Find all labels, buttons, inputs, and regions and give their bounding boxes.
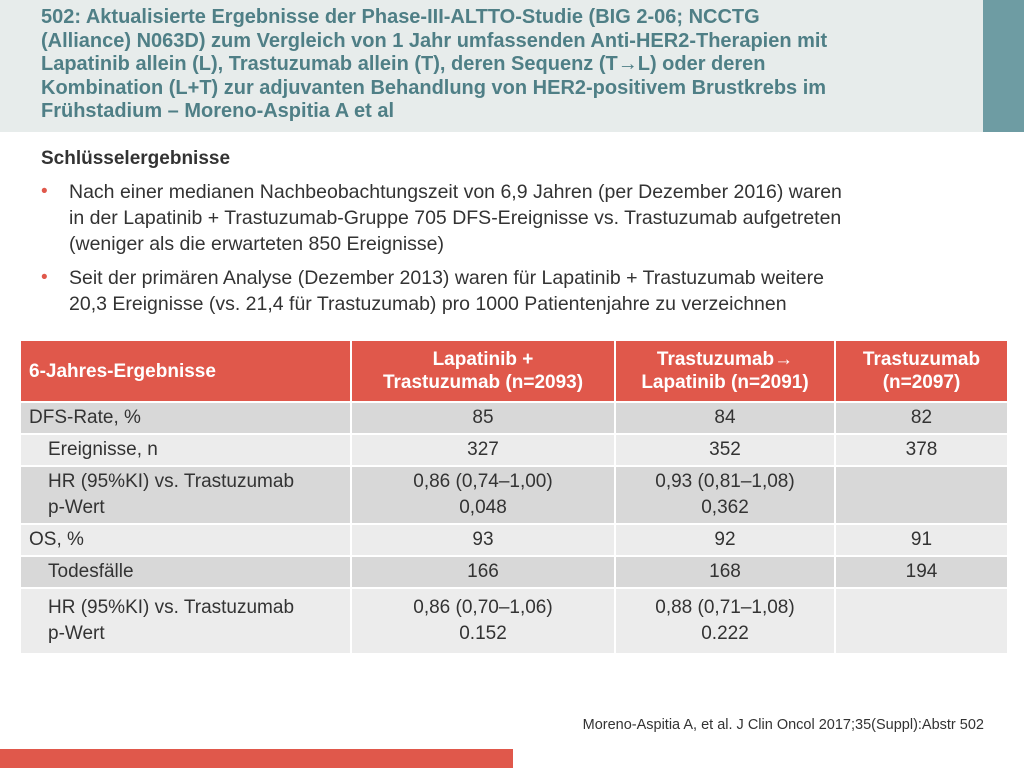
cell-value: 168 <box>709 561 741 582</box>
cell-value: 84 <box>714 407 736 428</box>
table-cell <box>351 402 615 434</box>
row-label-text: HR (95%KI) vs. Trastuzumab <box>48 471 295 492</box>
cell-value: 0,88 (0,71–1,08) <box>655 597 795 618</box>
table-cell <box>835 524 1007 556</box>
row-label-text: HR (95%KI) vs. Trastuzumab <box>48 597 295 618</box>
row-label-text: OS, % <box>29 529 84 550</box>
row-label <box>21 466 351 524</box>
table-row <box>21 556 1007 588</box>
table-cell <box>351 588 615 654</box>
column-header-text: Lapatinib + <box>432 349 534 370</box>
cell-value: 194 <box>905 561 938 582</box>
cell-value: 378 <box>905 439 938 460</box>
table-cell <box>835 434 1007 466</box>
table-cell <box>351 466 615 524</box>
column-header-text: (n=2097) <box>882 372 961 393</box>
key-results-list <box>41 179 981 325</box>
table-row <box>21 524 1007 556</box>
row-label <box>21 402 351 434</box>
cell-value: 352 <box>709 439 741 460</box>
bullet-item <box>41 179 981 257</box>
cell-value: 327 <box>467 439 499 460</box>
bullet-line: in der Lapatinib + Trastuzumab-Gruppe 705 DFS-Ereignisse vs. Trastuzumab aufgetreten <box>69 207 842 229</box>
table-cell-empty <box>835 466 1007 524</box>
row-label <box>21 524 351 556</box>
table-cell <box>835 556 1007 588</box>
results-table <box>21 341 1007 655</box>
table-cell <box>351 524 615 556</box>
column-header-text: Trastuzumab→ <box>656 349 794 370</box>
column-header <box>21 341 351 402</box>
column-header-text: Trastuzumab <box>862 349 981 370</box>
table-cell <box>615 466 835 524</box>
row-label-text: Ereignisse, n <box>48 439 158 460</box>
table-row <box>21 402 1007 434</box>
title-accent-bar <box>983 0 1024 132</box>
cell-value: 91 <box>910 529 933 550</box>
bullet-line: (weniger als die erwarteten 850 Ereignisse) <box>69 233 445 255</box>
table-cell <box>615 556 835 588</box>
table-row <box>21 466 1007 524</box>
cell-value: 166 <box>467 561 499 582</box>
column-header-text: Lapatinib (n=2091) <box>641 372 809 393</box>
cell-value: 85 <box>472 407 494 428</box>
table-header-row <box>21 341 1007 402</box>
cell-value: 0,86 (0,70–1,06) <box>413 597 553 618</box>
row-label <box>21 434 351 466</box>
table-cell <box>615 402 835 434</box>
key-results-heading: Schlüsselergebnisse <box>41 148 231 169</box>
footer-accent-bar <box>0 749 513 768</box>
title-line: Frühstadium – Moreno-Aspitia A et al <box>41 100 394 122</box>
bullet-line: 20,3 Ereignisse (vs. 21,4 für Trastuzumab) pro 1000 Patientenjahre zu verzeichnen <box>69 293 787 315</box>
cell-value: 0.222 <box>701 623 749 644</box>
slide-title <box>41 6 976 124</box>
row-label <box>21 588 351 654</box>
table-cell <box>615 434 835 466</box>
table-cell <box>351 434 615 466</box>
row-label-text: p-Wert <box>48 497 105 518</box>
title-line: Lapatinib allein (L), Trastuzumab allein (T), deren Sequenz (T→L) oder deren <box>41 53 766 75</box>
row-label <box>21 556 351 588</box>
cell-value: 0,93 (0,81–1,08) <box>655 471 795 492</box>
table-cell <box>835 402 1007 434</box>
table-cell <box>615 588 835 654</box>
bullet-line: Seit der primären Analyse (Dezember 2013) waren für Lapatinib + Trastuzumab weitere <box>69 267 824 289</box>
row-label-text: DFS-Rate, % <box>29 407 141 428</box>
column-header <box>835 341 1007 402</box>
row-label-text: p-Wert <box>48 623 105 644</box>
table-cell <box>351 556 615 588</box>
bullet-icon: • <box>41 181 48 202</box>
bullet-line: Nach einer medianen Nachbeobachtungszeit von 6,9 Jahren (per Dezember 2016) waren <box>69 181 842 203</box>
cell-value: 0.152 <box>459 623 507 644</box>
table-cell <box>615 524 835 556</box>
column-header <box>351 341 615 402</box>
cell-value: 0,362 <box>701 497 749 518</box>
table-cell-empty <box>835 588 1007 654</box>
table-row <box>21 434 1007 466</box>
table-row <box>21 588 1007 654</box>
column-header <box>615 341 835 402</box>
bullet-item <box>41 265 981 317</box>
cell-value: 0,048 <box>459 497 507 518</box>
cell-value: 0,86 (0,74–1,00) <box>413 471 553 492</box>
column-header-text: 6-Jahres-Ergebnisse <box>29 360 216 382</box>
row-label-text: Todesfälle <box>48 561 134 582</box>
cell-value: 82 <box>910 407 933 428</box>
cell-value: 92 <box>714 529 736 550</box>
title-line: 502: Aktualisierte Ergebnisse der Phase-III-ALTTO-Studie (BIG 2-06; NCCTG <box>41 6 760 28</box>
cell-value: 93 <box>472 529 494 550</box>
title-line: (Alliance) N063D) zum Vergleich von 1 Jahr umfassenden Anti-HER2-Therapien mit <box>41 29 828 52</box>
citation: Moreno-Aspitia A, et al. J Clin Oncol 2017;35(Suppl):Abstr 502 <box>582 717 984 733</box>
title-line: Kombination (L+T) zur adjuvanten Behandlung von HER2-positivem Brustkrebs im <box>41 76 827 99</box>
bullet-icon: • <box>41 267 48 288</box>
column-header-text: Trastuzumab (n=2093) <box>382 372 584 393</box>
